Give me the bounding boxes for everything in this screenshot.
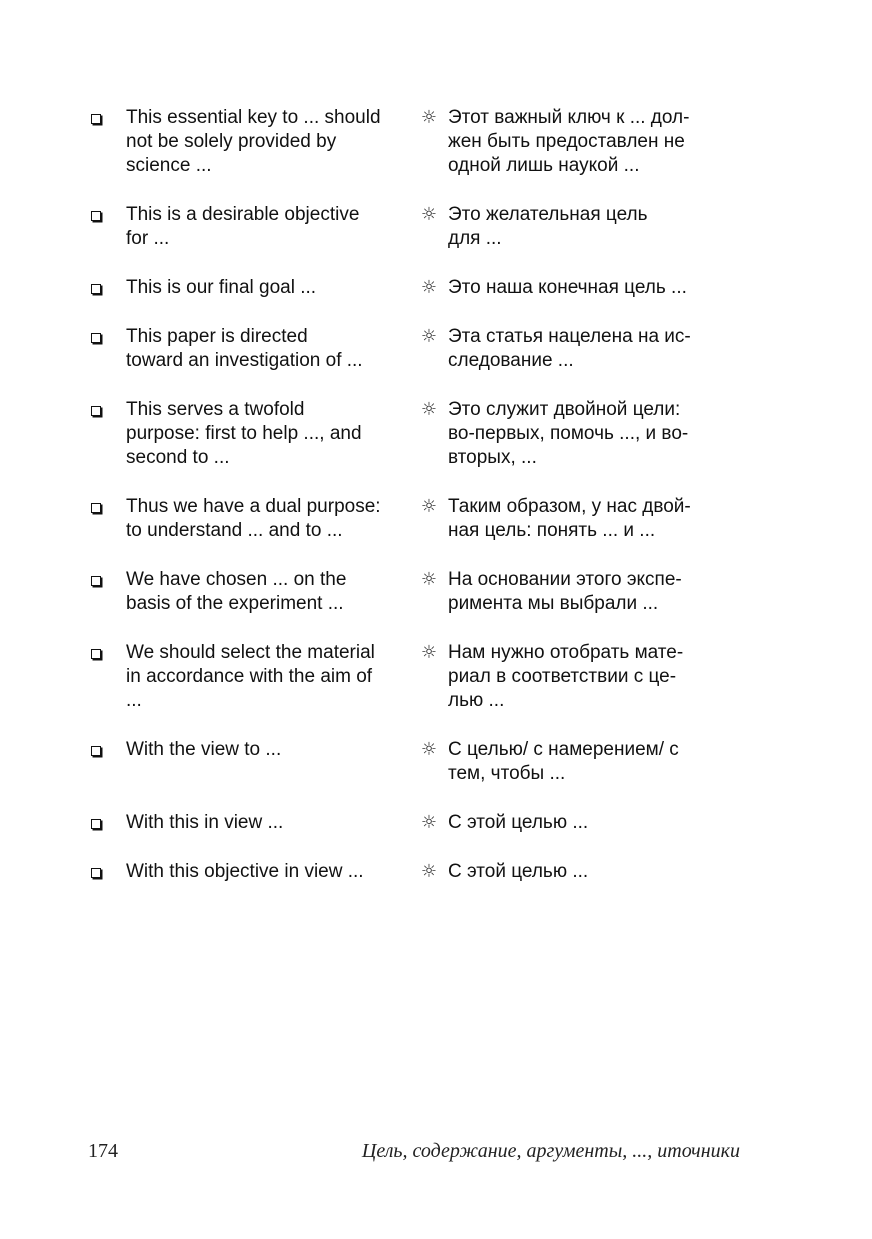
russian-line: для ... [448, 228, 502, 249]
russian-line: ная цель: понять ... и ... [448, 520, 656, 541]
english-line: not be solely provided by [126, 131, 337, 152]
english-line: for ... [126, 228, 170, 249]
english-line: We should select the material [126, 642, 375, 663]
phrase-entry [86, 860, 746, 884]
page-footer [88, 1140, 740, 1163]
phrase-entry [86, 325, 746, 373]
checkbox-bullet-icon [86, 568, 110, 592]
sun-icon: ☼ [420, 739, 438, 760]
phrase-entry [86, 495, 746, 543]
russian-line: Этот важный ключ к ... дол- [448, 107, 690, 128]
checkbox-bullet-icon [86, 641, 110, 665]
russian-phrase [448, 568, 724, 616]
sun-icon: ☼ [420, 326, 438, 347]
english-line: With this objective in view ... [126, 861, 364, 882]
running-title: Цель, содержание, аргументы, ..., иточники [361, 1140, 740, 1162]
russian-phrase [448, 325, 724, 373]
checkbox-bullet-icon [86, 398, 110, 422]
phrase-entry [86, 203, 746, 251]
sun-icon: ☼ [420, 861, 438, 882]
english-phrase [126, 811, 408, 835]
russian-line: Эта статья нацелена на ис- [448, 326, 691, 347]
russian-line: Это желательная цель [448, 204, 648, 225]
english-phrase [126, 203, 408, 251]
english-line: With the view to ... [126, 739, 282, 760]
sun-icon: ☼ [420, 812, 438, 833]
english-line: second to ... [126, 447, 230, 468]
english-line: This paper is directed [126, 326, 308, 347]
russian-phrase [448, 738, 724, 786]
russian-line: следование ... [448, 350, 574, 371]
english-phrase [126, 641, 408, 713]
phrase-list [86, 106, 746, 909]
english-phrase [126, 495, 408, 543]
phrase-entry [86, 276, 746, 300]
russian-line: во-первых, помочь ..., и во- [448, 423, 689, 444]
english-phrase [126, 325, 408, 373]
english-phrase [126, 860, 408, 884]
checkbox-bullet-icon [86, 811, 110, 835]
checkbox-bullet-icon [86, 860, 110, 884]
russian-line: Это наша конечная цель ... [448, 277, 687, 298]
russian-phrase [448, 860, 724, 884]
english-phrase [126, 568, 408, 616]
russian-line: римента мы выбрали ... [448, 593, 659, 614]
russian-phrase [448, 811, 724, 835]
english-line: basis of the experiment ... [126, 593, 344, 614]
russian-line: Таким образом, у нас двой- [448, 496, 691, 517]
sun-icon: ☼ [420, 496, 438, 517]
russian-line: С целью/ с намерением/ с [448, 739, 679, 760]
sun-icon: ☼ [420, 642, 438, 663]
english-phrase [126, 738, 408, 762]
russian-phrase [448, 106, 724, 178]
russian-line: На основании этого экспе- [448, 569, 682, 590]
russian-line: жен быть предоставлен не [448, 131, 685, 152]
phrase-entry [86, 398, 746, 470]
russian-line: Нам нужно отобрать мате- [448, 642, 684, 663]
russian-line: лью ... [448, 690, 505, 711]
english-line: This is our final goal ... [126, 277, 317, 298]
russian-line: тем, чтобы ... [448, 763, 566, 784]
phrase-entry [86, 738, 746, 786]
english-line: With this in view ... [126, 812, 284, 833]
phrase-entry [86, 568, 746, 616]
checkbox-bullet-icon [86, 325, 110, 349]
russian-line: одной лишь наукой ... [448, 155, 640, 176]
sun-icon: ☼ [420, 569, 438, 590]
english-line: in accordance with the aim of [126, 666, 373, 687]
english-line: science ... [126, 155, 212, 176]
checkbox-bullet-icon [86, 203, 110, 227]
english-line: This essential key to ... should [126, 107, 381, 128]
checkbox-bullet-icon [86, 738, 110, 762]
english-line: We have chosen ... on the [126, 569, 347, 590]
english-line: Thus we have a dual purpose: [126, 496, 381, 517]
russian-line: С этой целью ... [448, 812, 589, 833]
russian-line: вторых, ... [448, 447, 537, 468]
checkbox-bullet-icon [86, 106, 110, 130]
phrase-entry [86, 641, 746, 713]
phrase-entry [86, 811, 746, 835]
english-phrase [126, 276, 408, 300]
russian-phrase [448, 203, 724, 251]
russian-phrase [448, 276, 724, 300]
sun-icon: ☼ [420, 204, 438, 225]
checkbox-bullet-icon [86, 276, 110, 300]
english-line: toward an investigation of ... [126, 350, 363, 371]
russian-line: риал в соответствии с це- [448, 666, 677, 687]
english-line: to understand ... and to ... [126, 520, 343, 541]
english-phrase [126, 106, 408, 178]
english-line: ... [126, 690, 142, 711]
sun-icon: ☼ [420, 107, 438, 128]
russian-phrase [448, 495, 724, 543]
phrase-entry [86, 106, 746, 178]
english-line: This serves a twofold [126, 399, 305, 420]
russian-line: С этой целью ... [448, 861, 589, 882]
russian-phrase [448, 398, 724, 470]
sun-icon: ☼ [420, 399, 438, 420]
russian-phrase [448, 641, 724, 713]
russian-line: Это служит двойной цели: [448, 399, 681, 420]
sun-icon: ☼ [420, 277, 438, 298]
checkbox-bullet-icon [86, 495, 110, 519]
page-number: 174 [88, 1140, 118, 1162]
english-line: This is a desirable objective [126, 204, 360, 225]
english-line: purpose: first to help ..., and [126, 423, 362, 444]
english-phrase [126, 398, 408, 470]
